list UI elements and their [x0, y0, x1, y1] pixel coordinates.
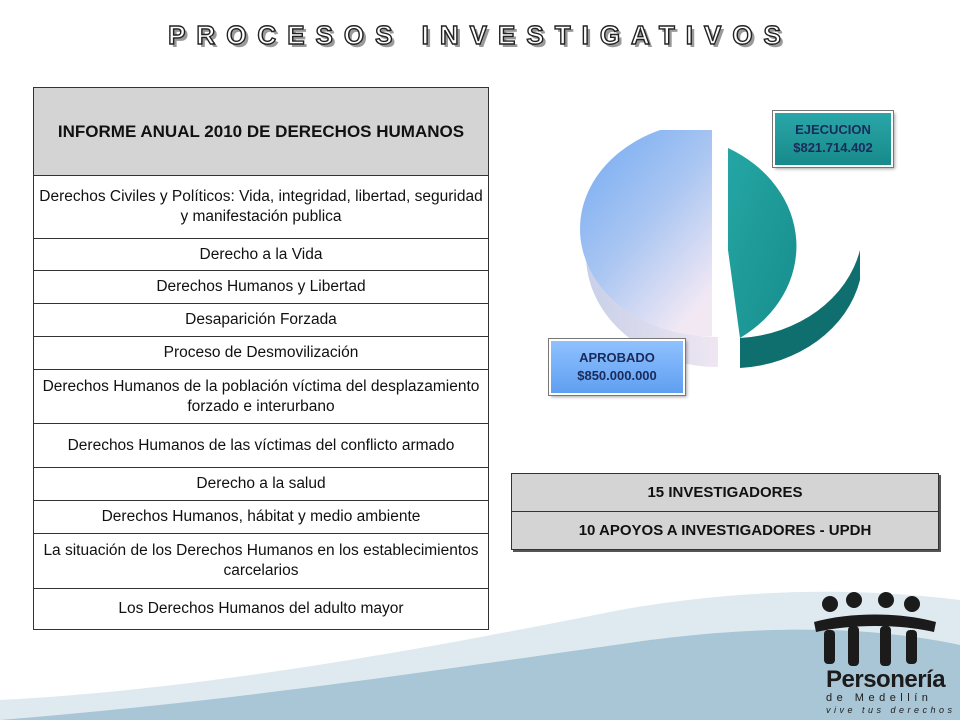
ejecucion-label-value: $821.714.402	[793, 140, 873, 155]
table-row: Derechos Humanos y Libertad	[34, 271, 488, 304]
pie-slice-ejecucion	[728, 148, 796, 338]
table-row: Desaparición Forzada	[34, 304, 488, 337]
support-staff-count: 10 APOYOS A INVESTIGADORES - UPDH	[512, 511, 938, 549]
table-row: Derechos Humanos de la población víctima del desplazamiento forzado e interurbano	[34, 370, 488, 424]
ejecucion-label-name: EJECUCION	[795, 122, 871, 137]
logo-city: de Medellín	[826, 692, 933, 704]
aprobado-data-label	[549, 339, 685, 395]
report-table-header: INFORME ANUAL 2010 DE DERECHOS HUMANOS	[34, 88, 488, 176]
investigators-count: 15 INVESTIGADORES	[647, 484, 803, 501]
table-row: Derecho a la salud	[34, 468, 488, 501]
aprobado-label-value: $850.000.000	[577, 368, 657, 383]
aprobado-label-name: APROBADO	[579, 350, 655, 365]
table-row: Proceso de Desmovilización	[34, 337, 488, 370]
table-row: La situación de los Derechos Humanos en los establecimientos carcelarios	[34, 534, 488, 589]
staff-summary-table	[511, 473, 939, 550]
personeria-logo-wordmark	[826, 668, 956, 716]
ejecucion-data-label	[773, 111, 893, 167]
table-row: Derechos Humanos, hábitat y medio ambiente	[34, 501, 488, 534]
logo-name: Personería	[826, 666, 946, 693]
table-row: Derecho a la Vida	[34, 239, 488, 271]
logo-slogan: vive tus derechos	[826, 705, 956, 715]
table-row: Derechos Humanos de las víctimas del conflicto armado	[34, 424, 488, 468]
table-row: Los Derechos Humanos del adulto mayor	[118, 600, 404, 617]
table-row: Derechos Civiles y Políticos: Vida, integridad, libertad, seguridad y manifestación publica	[34, 176, 488, 239]
page-title: PROCESOS INVESTIGATIVOS	[168, 20, 792, 50]
pie-slice-aprobado	[580, 130, 712, 336]
report-table	[33, 87, 489, 630]
